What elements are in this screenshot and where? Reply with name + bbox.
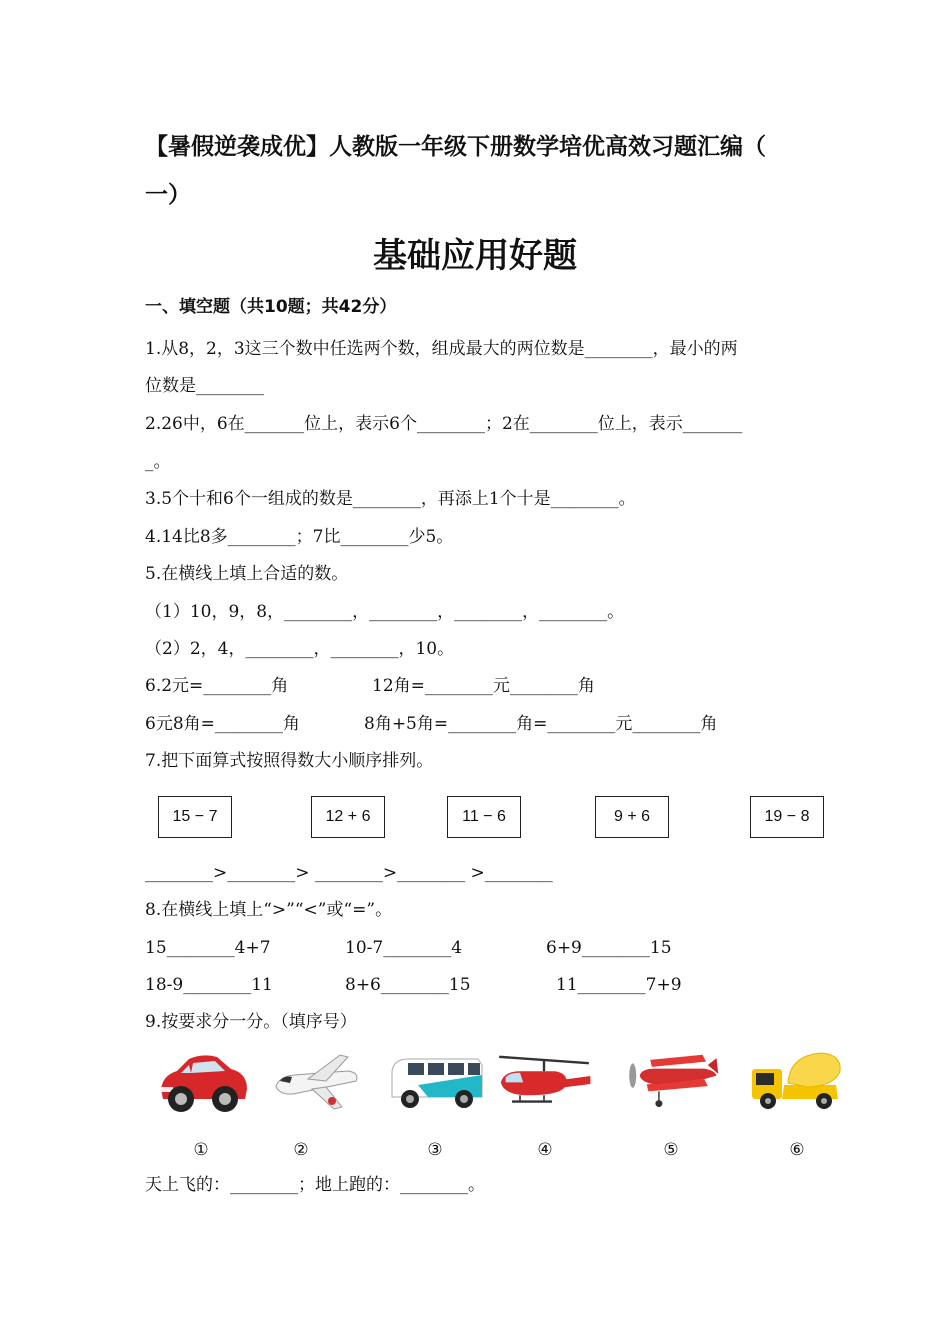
vehicle-number: ③ xyxy=(427,1140,443,1160)
question-4: 4.14比8多________；7比________少5。 xyxy=(145,527,454,547)
expression-box: 15 − 7 xyxy=(158,796,232,838)
vehicle-number: ⑤ xyxy=(663,1140,679,1160)
biplane-image xyxy=(624,1045,720,1115)
question-8-r1-c3: 6+9________15 xyxy=(546,938,672,958)
question-7-order-line: ________>________> ________>________ >________ xyxy=(145,863,553,883)
vehicle-number: ② xyxy=(293,1140,309,1160)
question-8-r1-c2: 10-7________4 xyxy=(345,938,463,958)
question-8-r2-c3: 11________7+9 xyxy=(556,975,682,995)
question-2-line2: _。 xyxy=(145,452,171,472)
question-8: 8.在横线上填上“>”“<”或“=”。 xyxy=(145,900,393,920)
document-title-line1: 【暑假逆袭成优】人教版一年级下册数学培优高效习题汇编（ xyxy=(145,134,766,160)
question-1-line2: 位数是________ xyxy=(145,376,264,396)
red-car-image xyxy=(155,1045,251,1115)
question-3: 3.5个十和6个一组成的数是________，再添上1个十是________。 xyxy=(145,489,636,509)
question-2-line1: 2.26中，6在_______位上，表示6个________；2在________位上，表示_______ xyxy=(145,414,743,434)
question-9: 9.按要求分一分。（填序号） xyxy=(145,1012,357,1032)
question-8-r2-c2: 8+6________15 xyxy=(345,975,471,995)
question-6-row2-a: 6元8角=________角 xyxy=(145,714,300,734)
bus-image xyxy=(388,1045,484,1115)
vehicle-number: ⑥ xyxy=(789,1140,805,1160)
vehicle-number: ④ xyxy=(537,1140,553,1160)
cement-truck-image xyxy=(748,1045,844,1115)
question-7: 7.把下面算式按照得数大小顺序排列。 xyxy=(145,751,434,771)
question-8-r1-c1: 15________4+7 xyxy=(145,938,271,958)
expression-box: 9 + 6 xyxy=(595,796,669,838)
helicopter-image xyxy=(496,1045,592,1115)
question-5-part1: （1）10，9，8，________，________，________，________。 xyxy=(145,602,625,622)
question-5-part2: （2）2，4，________，________，10。 xyxy=(145,639,455,659)
expression-box: 19 − 8 xyxy=(750,796,824,838)
document-title-line2: 一） xyxy=(145,182,191,208)
question-1-line1: 1.从8，2，3这三个数中任选两个数，组成最大的两位数是________，最小的两 xyxy=(145,339,738,359)
question-6-row1-b: 12角=________元________角 xyxy=(372,676,595,696)
section-title: 一、填空题（共10题；共42分） xyxy=(145,297,397,317)
vehicle-number: ① xyxy=(193,1140,209,1160)
expression-box: 12 + 6 xyxy=(311,796,385,838)
question-5: 5.在横线上填上合适的数。 xyxy=(145,564,349,584)
page-heading: 基础应用好题 xyxy=(373,236,577,276)
question-6-row2-b: 8角+5角=________角=________元________角 xyxy=(364,714,718,734)
airplane-image xyxy=(268,1045,364,1115)
expression-box: 11 − 6 xyxy=(447,796,521,838)
question-9-answer-line: 天上飞的：________；地上跑的：________。 xyxy=(145,1175,485,1195)
question-8-r2-c1: 18-9________11 xyxy=(145,975,273,995)
question-6-row1-a: 6.2元=________角 xyxy=(145,676,289,696)
